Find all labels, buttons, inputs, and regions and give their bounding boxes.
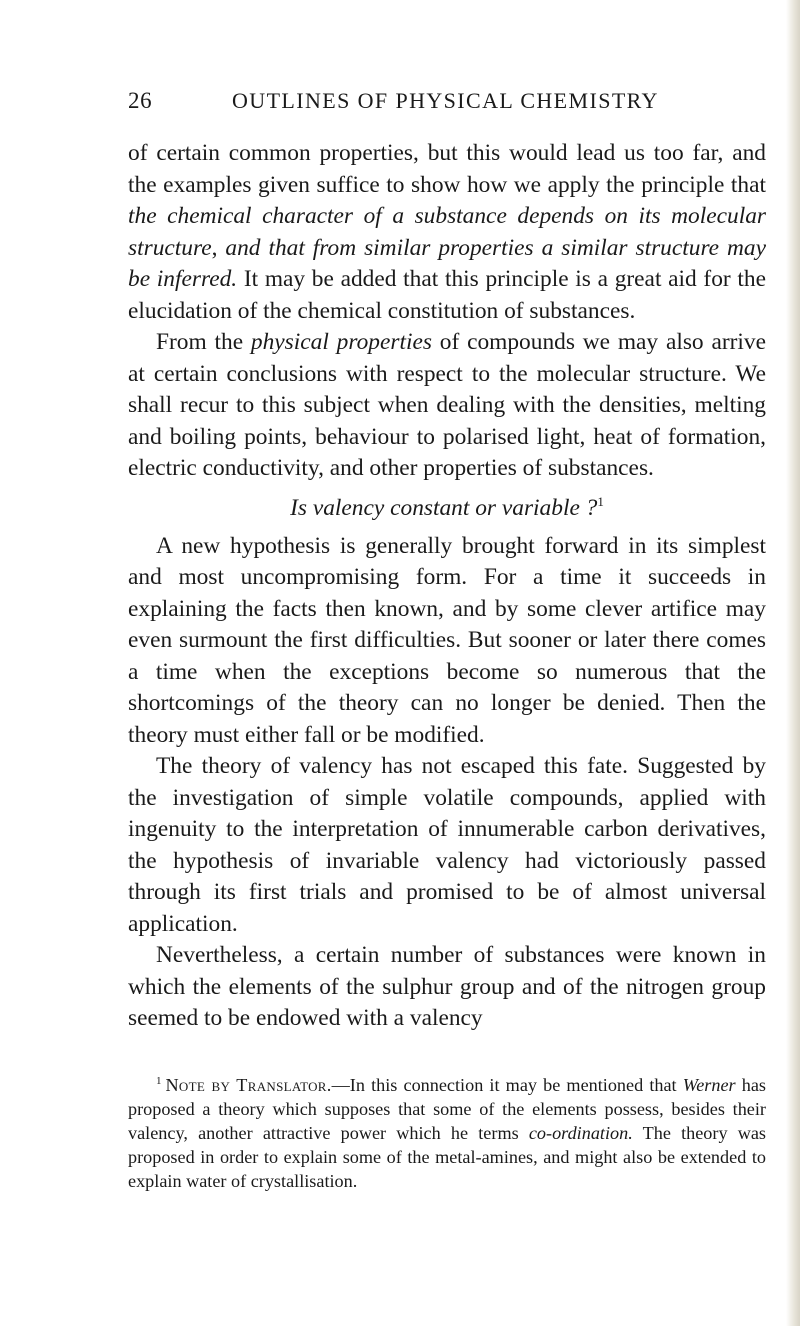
paragraph-1 bbox=[128, 138, 766, 327]
footnote-text bbox=[128, 1073, 766, 1193]
paragraph-1-text-c: , bbox=[211, 234, 226, 261]
paragraph-1-text-e: It may be added that this principle is a great aid for the elucidation of the chemical constitution of substances. bbox=[128, 266, 766, 324]
running-title: OUTLINES OF PHYSICAL CHEMISTRY bbox=[232, 88, 659, 113]
footnote-reference: 1 bbox=[597, 493, 604, 509]
section-heading bbox=[128, 485, 766, 531]
footnote bbox=[128, 1073, 766, 1193]
paragraph-4: The theory of valency has not escaped this fate. Suggested by the investigation of simple volatile compounds, applied with ingenuity to the interpretation of innumerable carbon derivatives, the hypothesis of invariable valency had victoriously passed through its first trials and promised to be of almost universal application. bbox=[128, 753, 766, 937]
paragraph-2-text-a: From the bbox=[156, 329, 251, 355]
footnote-marker: 1 bbox=[156, 1074, 162, 1087]
footnote-label: Note by Translator. bbox=[165, 1075, 332, 1095]
paragraph-2-text-c: of compounds we may also arrive at certain conclusions with respect to the molecular structure. We shall recur to this subject when dealing with the densities, melting and boiling points, behaviour to polarised light, heat of formation, electric conductivity, and other properties of substances. bbox=[128, 329, 766, 481]
page-number: 26 bbox=[128, 88, 153, 113]
footnote-italic-werner: Werner bbox=[682, 1075, 736, 1095]
page-edge-shadow bbox=[786, 0, 800, 1326]
paragraph-1-text-a: of certain common properties, but this would lead us too far, and the examples given suffice to show how we apply the principle that bbox=[128, 140, 766, 198]
footnote-text-c: has proposed a theory which supposes that some of the elements possess, besides their valency, another attractive power which he terms bbox=[128, 1075, 767, 1143]
footnote-text-a: —In this connection it may be mentioned that bbox=[331, 1075, 683, 1095]
paragraph-1-italic-principle: the chemical character of a substance depends on its molecular structure bbox=[128, 203, 766, 261]
paragraph-1-italic-inference: and that from similar properties a similar structure may be inferred. bbox=[128, 234, 766, 292]
paragraph-5: Nevertheless, a certain number of substances were known in which the elements of the sulphur group and of the nitrogen group seemed to be endowed with a valency bbox=[128, 942, 766, 1031]
paragraph-2-italic-physical-properties: physical properties bbox=[250, 329, 432, 355]
body-text bbox=[128, 138, 766, 1035]
paragraph-2 bbox=[128, 327, 766, 485]
footnote-text-e: The theory was proposed in order to explain some of the metal-amines, and might also be extended to explain water of crystallisation. bbox=[128, 1123, 767, 1191]
footnote-italic-coordination: co-ordination. bbox=[528, 1123, 633, 1143]
section-heading-text: Is valency constant or variable ? bbox=[290, 494, 598, 521]
running-head bbox=[128, 88, 768, 118]
paragraph-3: A new hypothesis is generally brought forward in its simplest and most uncompromising form. For a time it succeeds in explaining the facts then known, and by some clever artifice may even surmount the first difficulties. But sooner or later there comes a time when the exceptions become so numerous that the shortcomings of the theory can no longer be denied. Then the theory must either fall or be modified. bbox=[128, 532, 766, 748]
